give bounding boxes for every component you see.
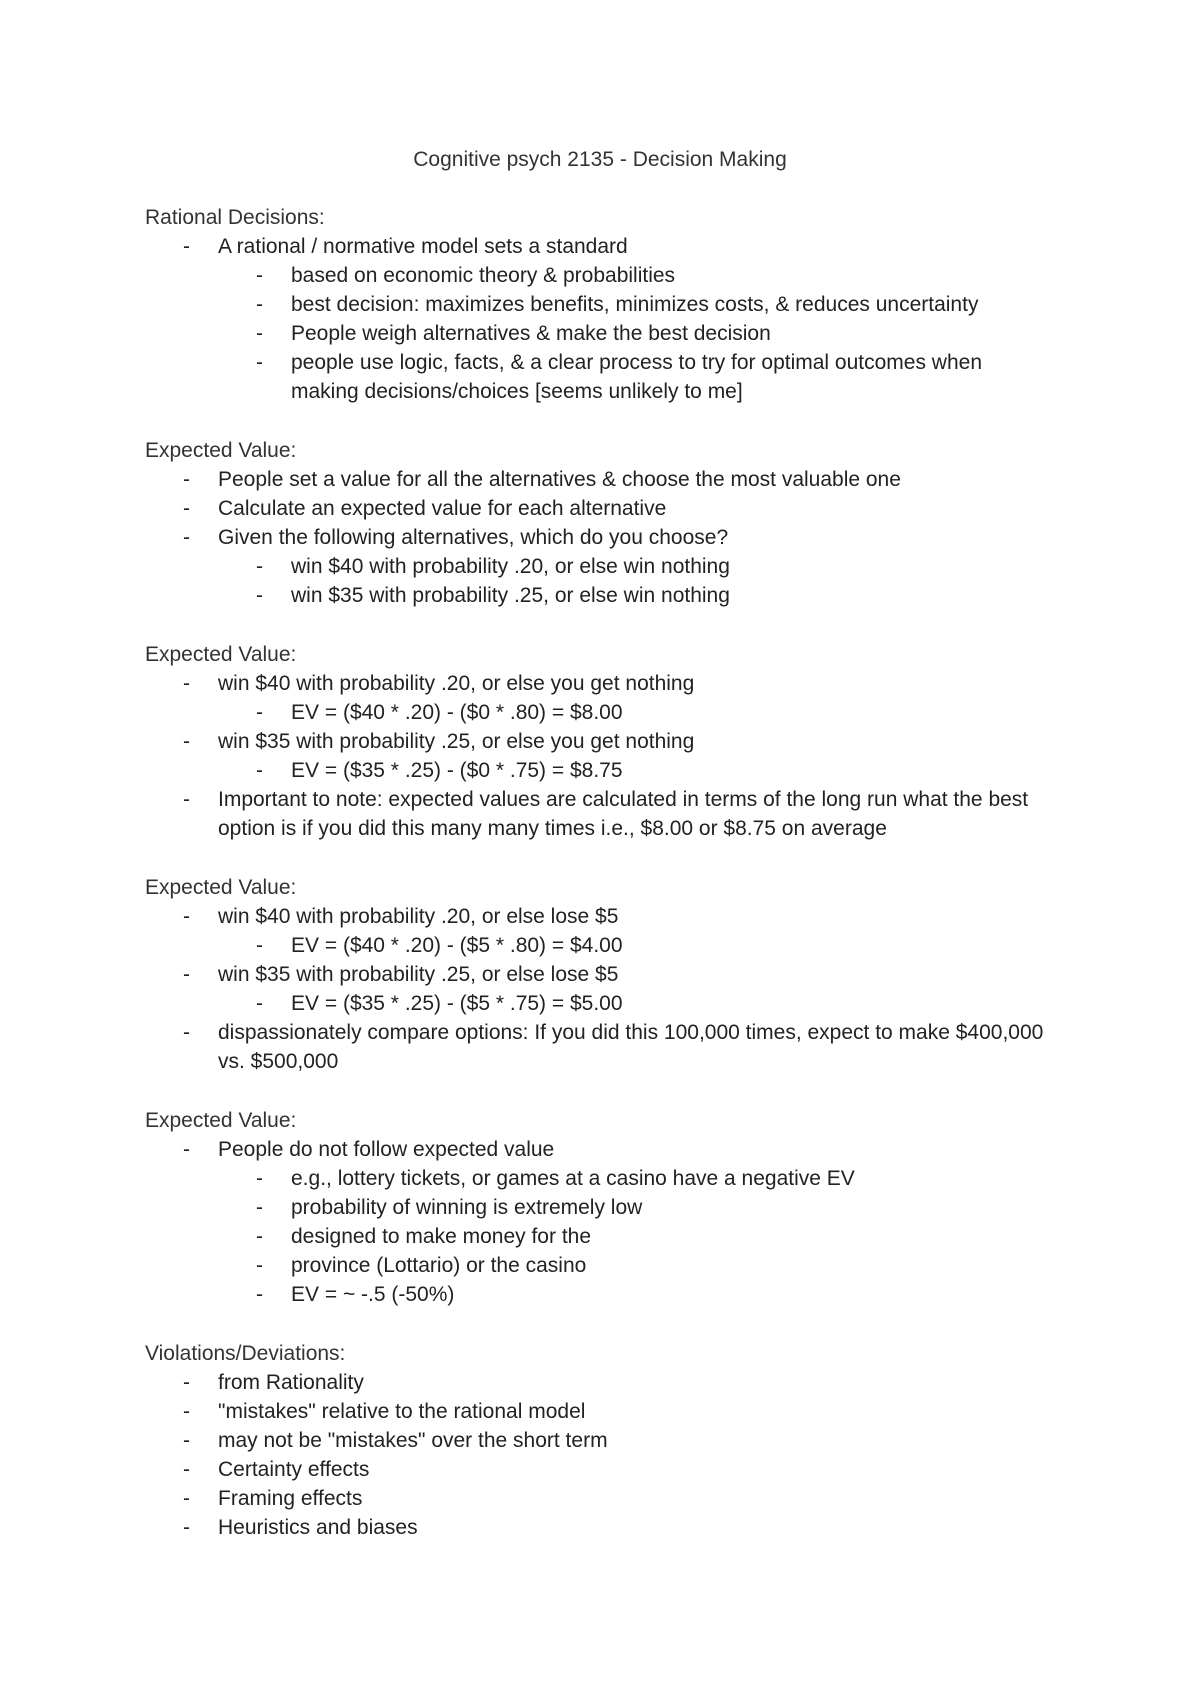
bullet-text: people use logic, facts, & a clear process to try for optimal outcomes when making decisions/choices [seems unlikely to me] [291, 351, 983, 403]
bullet-dash: - [183, 1429, 190, 1452]
bullet-text: may not be "mistakes" over the short term [218, 1429, 608, 1452]
bullet-item [145, 290, 1045, 319]
bullet-text: win $40 with probability .20, or else you get nothing [218, 672, 695, 695]
bullet-dash: - [256, 351, 263, 374]
bullet-text: Framing effects [218, 1487, 363, 1510]
bullet-dash: - [256, 555, 263, 578]
bullet-item [145, 1426, 1045, 1455]
bullet-text: EV = ($35 * .25) - ($0 * .75) = $8.75 [291, 759, 623, 782]
bullet-text: designed to make money for the [291, 1225, 592, 1248]
bullet-item [145, 669, 1045, 698]
document-title: Cognitive psych 2135 - Decision Making [413, 148, 787, 171]
bullet-text: probability of winning is extremely low [291, 1196, 643, 1219]
bullet-item [145, 552, 1045, 581]
section-heading: Expected Value: [145, 876, 297, 899]
bullet-dash: - [183, 468, 190, 491]
bullet-dash: - [183, 526, 190, 549]
bullet-item [145, 931, 1045, 960]
bullet-item [145, 785, 1045, 843]
section-heading: Expected Value: [145, 643, 297, 666]
section-expected-value-2 [145, 640, 1045, 843]
bullet-text: EV = ($35 * .25) - ($5 * .75) = $5.00 [291, 992, 623, 1015]
bullet-dash: - [256, 1283, 263, 1306]
bullet-text: win $40 with probability .20, or else win nothing [291, 555, 730, 578]
bullet-text: province (Lottario) or the casino [291, 1254, 587, 1277]
bullet-text: from Rationality [218, 1371, 364, 1394]
bullet-dash: - [256, 1167, 263, 1190]
section-heading: Expected Value: [145, 1109, 297, 1132]
bullet-dash: - [256, 934, 263, 957]
bullet-dash: - [183, 1458, 190, 1481]
bullet-text: Important to note: expected values are calculated in terms of the long run what the best option is if you did this many many times i.e., $8.00 or $8.75 on average [218, 788, 1029, 840]
bullet-text: Given the following alternatives, which do you choose? [218, 526, 729, 549]
bullet-item [145, 1251, 1045, 1280]
section-rational-decisions [145, 203, 1045, 406]
bullet-dash: - [183, 1400, 190, 1423]
bullet-item [145, 261, 1045, 290]
bullet-dash: - [183, 235, 190, 258]
bullet-dash: - [256, 584, 263, 607]
section-heading: Expected Value: [145, 439, 297, 462]
bullet-text: EV = ($40 * .20) - ($0 * .80) = $8.00 [291, 701, 623, 724]
bullet-item [145, 1280, 1045, 1309]
section-heading: Violations/Deviations: [145, 1342, 346, 1365]
bullet-dash: - [256, 264, 263, 287]
bullet-dash: - [256, 701, 263, 724]
bullet-item [145, 1193, 1045, 1222]
bullet-dash: - [183, 672, 190, 695]
bullet-item [145, 581, 1045, 610]
bullet-item [145, 232, 1045, 261]
bullet-item [145, 1222, 1045, 1251]
bullet-dash: - [183, 497, 190, 520]
section-expected-value-3 [145, 873, 1045, 1076]
bullet-item [145, 1455, 1045, 1484]
bullet-text: Certainty effects [218, 1458, 370, 1481]
bullet-text: based on economic theory & probabilities [291, 264, 676, 287]
bullet-item [145, 1135, 1045, 1164]
bullet-item [145, 960, 1045, 989]
section-expected-value-1 [145, 436, 1045, 610]
bullet-dash: - [183, 905, 190, 928]
bullet-text: win $35 with probability .25, or else you get nothing [218, 730, 695, 753]
bullet-dash: - [183, 1138, 190, 1161]
bullet-item [145, 494, 1045, 523]
bullet-dash: - [256, 293, 263, 316]
section-expected-value-4 [145, 1106, 1045, 1309]
bullet-text: win $35 with probability .25, or else lose $5 [218, 963, 619, 986]
bullet-text: win $35 with probability .25, or else win nothing [291, 584, 730, 607]
bullet-dash: - [183, 1487, 190, 1510]
bullet-item [145, 465, 1045, 494]
bullet-text: win $40 with probability .20, or else lose $5 [218, 905, 619, 928]
bullet-item [145, 1513, 1045, 1542]
bullet-text: e.g., lottery tickets, or games at a casino have a negative EV [291, 1167, 855, 1190]
bullet-item [145, 1368, 1045, 1397]
section-violations-deviations [145, 1339, 1045, 1542]
bullet-text: A rational / normative model sets a standard [218, 235, 628, 258]
bullet-dash: - [183, 1516, 190, 1539]
bullet-item [145, 1164, 1045, 1193]
bullet-dash: - [183, 1371, 190, 1394]
bullet-item [145, 1397, 1045, 1426]
bullet-text: People set a value for all the alternatives & choose the most valuable one [218, 468, 901, 491]
bullet-dash: - [183, 963, 190, 986]
bullet-dash: - [183, 730, 190, 753]
bullet-item [145, 698, 1045, 727]
bullet-item [145, 756, 1045, 785]
bullet-item [145, 989, 1045, 1018]
bullet-dash: - [256, 1254, 263, 1277]
bullet-dash: - [256, 992, 263, 1015]
document-body [145, 203, 1045, 1572]
bullet-text: dispassionately compare options: If you did this 100,000 times, expect to make $400,000 vs. $500,000 [218, 1021, 1044, 1073]
bullet-text: "mistakes" relative to the rational model [218, 1400, 586, 1423]
bullet-dash: - [256, 322, 263, 345]
section-heading: Rational Decisions: [145, 206, 325, 229]
bullet-text: People weigh alternatives & make the best decision [291, 322, 771, 345]
bullet-item [145, 727, 1045, 756]
bullet-item [145, 348, 1045, 406]
bullet-text: EV = ($40 * .20) - ($5 * .80) = $4.00 [291, 934, 623, 957]
bullet-dash: - [256, 1196, 263, 1219]
bullet-item [145, 523, 1045, 552]
bullet-text: Heuristics and biases [218, 1516, 418, 1539]
bullet-text: Calculate an expected value for each alternative [218, 497, 667, 520]
bullet-item [145, 1484, 1045, 1513]
bullet-text: best decision: maximizes benefits, minimizes costs, & reduces uncertainty [291, 293, 979, 316]
bullet-text: People do not follow expected value [218, 1138, 555, 1161]
bullet-dash: - [256, 759, 263, 782]
bullet-dash: - [183, 788, 190, 811]
bullet-dash: - [256, 1225, 263, 1248]
bullet-dash: - [183, 1021, 190, 1044]
bullet-text: EV = ~ -.5 (-50%) [291, 1283, 455, 1306]
bullet-item [145, 319, 1045, 348]
bullet-item [145, 902, 1045, 931]
bullet-item [145, 1018, 1045, 1076]
